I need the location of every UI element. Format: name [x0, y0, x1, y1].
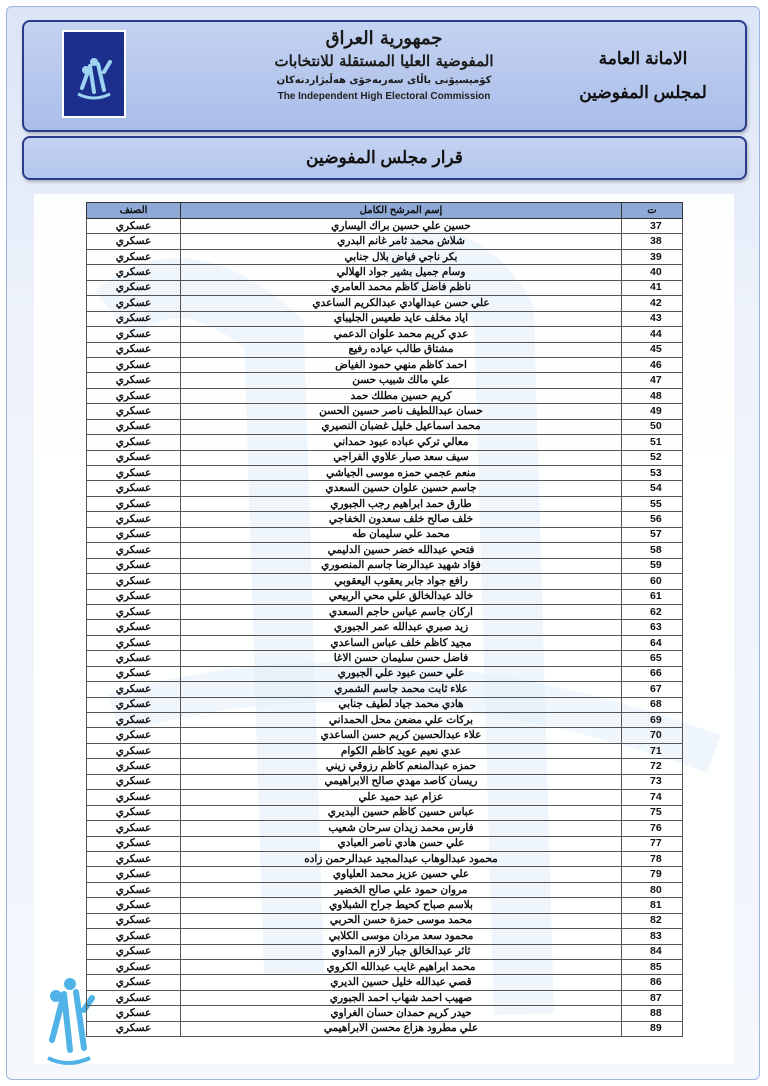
candidate-class: عسكري [87, 882, 181, 897]
candidate-name: صهيب احمد شهاب احمد الجبوري [181, 990, 622, 1005]
candidate-class: عسكري [87, 527, 181, 542]
commission-logo-graphic [64, 32, 124, 116]
row-number: 84 [622, 944, 683, 959]
row-number: 57 [622, 527, 683, 542]
candidate-name: علي مالك شبيب حسن [181, 373, 622, 388]
commission-name-arabic-1: جمهورية العراق [325, 28, 443, 49]
row-number: 65 [622, 651, 683, 666]
candidate-class: عسكري [87, 790, 181, 805]
table-row [87, 280, 683, 295]
candidate-name: قصي عبدالله خليل حسين الديري [181, 975, 622, 990]
row-number: 39 [622, 249, 683, 264]
row-number: 56 [622, 512, 683, 527]
row-number: 79 [622, 867, 683, 882]
candidate-name: معالي تركي عباده عبود حمداني [181, 435, 622, 450]
candidate-class: عسكري [87, 543, 181, 558]
table-row [87, 651, 683, 666]
table-row [87, 960, 683, 975]
candidate-class: عسكري [87, 867, 181, 882]
row-number: 58 [622, 543, 683, 558]
candidate-name: جاسم حسين علوان حسين السعدي [181, 481, 622, 496]
candidate-name: خلف صالح خلف سعدون الخفاجي [181, 512, 622, 527]
candidate-name: رافع جواد جابر يعقوب اليعقوبي [181, 574, 622, 589]
candidate-class: عسكري [87, 419, 181, 434]
candidate-class: عسكري [87, 558, 181, 573]
candidate-class: عسكري [87, 296, 181, 311]
candidate-class: عسكري [87, 898, 181, 913]
candidate-name: علاء ثابت محمد جاسم الشمري [181, 682, 622, 697]
table-row [87, 373, 683, 388]
table-row [87, 466, 683, 481]
table-row [87, 249, 683, 264]
row-number: 64 [622, 635, 683, 650]
candidate-name: بلاسم صباح كحيط جراح الشبلاوي [181, 898, 622, 913]
table-row [87, 805, 683, 820]
row-number: 88 [622, 1006, 683, 1021]
candidate-class: عسكري [87, 604, 181, 619]
row-number: 68 [622, 697, 683, 712]
row-number: 37 [622, 219, 683, 234]
candidate-class: عسكري [87, 342, 181, 357]
row-number: 51 [622, 435, 683, 450]
row-number: 50 [622, 419, 683, 434]
candidate-name: ناظم فاضل كاظم محمد العامري [181, 280, 622, 295]
candidate-class: عسكري [87, 466, 181, 481]
row-number: 49 [622, 404, 683, 419]
row-number: 74 [622, 790, 683, 805]
table-row [87, 357, 683, 372]
row-number: 52 [622, 450, 683, 465]
candidate-name: بركات علي مضعن محل الحمداني [181, 713, 622, 728]
candidate-class: عسكري [87, 327, 181, 342]
table-row [87, 836, 683, 851]
table-row [87, 975, 683, 990]
table-row [87, 666, 683, 681]
row-number: 86 [622, 975, 683, 990]
header-banner [22, 20, 747, 132]
table-row [87, 496, 683, 511]
candidate-name: حمزه عبدالمنعم كاظم رزوقي زيني [181, 759, 622, 774]
candidate-class: عسكري [87, 512, 181, 527]
row-number: 61 [622, 589, 683, 604]
row-number: 59 [622, 558, 683, 573]
table-row [87, 929, 683, 944]
row-number: 70 [622, 728, 683, 743]
candidate-class: عسكري [87, 836, 181, 851]
table-row [87, 1006, 683, 1021]
candidate-name: عزام عبد حميد علي [181, 790, 622, 805]
candidate-class: عسكري [87, 450, 181, 465]
candidate-name: محمد موسى حمزة حسن الحربي [181, 913, 622, 928]
candidate-name: مجيد كاظم خلف عباس الساعدي [181, 635, 622, 650]
candidate-name: علي حسين عزيز محمد العلياوي [181, 867, 622, 882]
table-row [87, 311, 683, 326]
candidate-name: علي حسن هادي ناصر العبادي [181, 836, 622, 851]
candidate-class: عسكري [87, 774, 181, 789]
candidate-class: عسكري [87, 435, 181, 450]
row-number: 60 [622, 574, 683, 589]
table-row [87, 527, 683, 542]
table-row [87, 620, 683, 635]
row-number: 53 [622, 466, 683, 481]
candidate-name: فؤاد شهيد عبدالرضا جاسم المنصوري [181, 558, 622, 573]
candidate-name: فاضل حسن سليمان حسن الاغا [181, 651, 622, 666]
candidate-class: عسكري [87, 960, 181, 975]
candidate-name: هادي محمد جياد لطيف جنابي [181, 697, 622, 712]
table-row [87, 759, 683, 774]
table-row [87, 404, 683, 419]
table-row [87, 851, 683, 866]
row-number: 44 [622, 327, 683, 342]
candidate-name: علي حسن عبود علي الجبوري [181, 666, 622, 681]
table-row [87, 512, 683, 527]
table-row [87, 219, 683, 234]
commission-name-block [264, 28, 504, 128]
candidate-name: محمد علي سليمان طه [181, 527, 622, 542]
candidate-name: محمد ابراهيم غايب عبدالله الكروي [181, 960, 622, 975]
table-row [87, 419, 683, 434]
candidate-class: عسكري [87, 759, 181, 774]
candidates-table [86, 202, 683, 1037]
decision-title: قرار مجلس المفوضين [306, 148, 463, 167]
candidate-class: عسكري [87, 975, 181, 990]
table-row [87, 327, 683, 342]
row-number: 73 [622, 774, 683, 789]
candidate-class: عسكري [87, 651, 181, 666]
table-row [87, 728, 683, 743]
table-row [87, 867, 683, 882]
table-row [87, 882, 683, 897]
column-header-number: ت [622, 203, 683, 219]
candidate-class: عسكري [87, 404, 181, 419]
candidate-name: عباس حسين كاظم حسين البديري [181, 805, 622, 820]
candidate-class: عسكري [87, 851, 181, 866]
table-row [87, 898, 683, 913]
candidate-name: علي حسن عبدالهادي عبدالكريم الساعدي [181, 296, 622, 311]
table-row [87, 682, 683, 697]
secretariat-line-1: الامانة العامة [598, 49, 688, 68]
candidate-class: عسكري [87, 805, 181, 820]
row-number: 85 [622, 960, 683, 975]
row-number: 55 [622, 496, 683, 511]
row-number: 41 [622, 280, 683, 295]
candidate-name: محمود عبدالوهاب عبدالمجيد عبدالرحمن زاده [181, 851, 622, 866]
candidate-name: شلاش محمد ثامر غانم البدري [181, 234, 622, 249]
candidate-class: عسكري [87, 280, 181, 295]
candidate-class: عسكري [87, 219, 181, 234]
row-number: 75 [622, 805, 683, 820]
commission-name-english: The Independent High Electoral Commission [277, 91, 491, 102]
candidate-class: عسكري [87, 357, 181, 372]
candidate-name: خالد عبدالخالق علي محي الربيعي [181, 589, 622, 604]
candidate-name: اياد مخلف عايد طعيس الجليباي [181, 311, 622, 326]
row-number: 80 [622, 882, 683, 897]
column-header-class: الصنف [87, 203, 181, 219]
candidate-name: محمود سعد مردان موسى الكلابي [181, 929, 622, 944]
row-number: 62 [622, 604, 683, 619]
candidate-class: عسكري [87, 1021, 181, 1036]
row-number: 40 [622, 265, 683, 280]
candidate-class: عسكري [87, 913, 181, 928]
row-number: 76 [622, 821, 683, 836]
row-number: 54 [622, 481, 683, 496]
row-number: 45 [622, 342, 683, 357]
row-number: 81 [622, 898, 683, 913]
table-row [87, 543, 683, 558]
candidate-class: عسكري [87, 373, 181, 388]
candidate-name: ريسان كاصد مهدي صالح الابراهيمي [181, 774, 622, 789]
column-header-name: إسم المرشح الكامل [181, 203, 622, 219]
candidate-name: منعم عجمي حمزه موسى الجياشي [181, 466, 622, 481]
row-number: 89 [622, 1021, 683, 1036]
candidate-name: فتحي عبدالله خضر حسين الدليمي [181, 543, 622, 558]
table-body [87, 219, 683, 1037]
table-row [87, 990, 683, 1005]
candidate-class: عسكري [87, 574, 181, 589]
table-row [87, 743, 683, 758]
candidate-name: ثائر عبدالخالق جبار لازم المداوي [181, 944, 622, 959]
candidate-class: عسكري [87, 728, 181, 743]
candidate-name: عدي كريم محمد علوان الدعمي [181, 327, 622, 342]
candidate-name: محمد اسماعيل خليل غضبان النصيري [181, 419, 622, 434]
row-number: 69 [622, 713, 683, 728]
table-row [87, 913, 683, 928]
row-number: 82 [622, 913, 683, 928]
candidate-name: طارق حمد ابراهيم رجب الجبوري [181, 496, 622, 511]
candidate-class: عسكري [87, 743, 181, 758]
table-row [87, 558, 683, 573]
row-number: 77 [622, 836, 683, 851]
candidate-class: عسكري [87, 311, 181, 326]
candidate-class: عسكري [87, 496, 181, 511]
candidate-name: علي مطرود هزاع محسن الابراهيمي [181, 1021, 622, 1036]
table-row [87, 296, 683, 311]
row-number: 67 [622, 682, 683, 697]
candidate-name: حسان عبداللطيف ناصر حسين الحسن [181, 404, 622, 419]
table-row [87, 342, 683, 357]
candidate-class: عسكري [87, 234, 181, 249]
candidate-class: عسكري [87, 481, 181, 496]
secretariat-label [563, 42, 723, 110]
candidate-name: علاء عبدالحسين كريم حسن الساعدي [181, 728, 622, 743]
table-row [87, 481, 683, 496]
table-row [87, 944, 683, 959]
decision-title-banner [22, 136, 747, 180]
table-row [87, 697, 683, 712]
candidate-name: وسام جميل بشير جواد الهلالي [181, 265, 622, 280]
commission-name-kurdish: كۆمیسیۆنی باڵای سەربەخۆی هەڵبژاردنەكان [276, 75, 492, 86]
candidate-class: عسكري [87, 944, 181, 959]
candidate-class: عسكري [87, 249, 181, 264]
candidate-class: عسكري [87, 635, 181, 650]
row-number: 48 [622, 388, 683, 403]
row-number: 38 [622, 234, 683, 249]
table-row [87, 589, 683, 604]
candidate-name: حسين علي حسين براك اليساري [181, 219, 622, 234]
table-row [87, 574, 683, 589]
candidate-class: عسكري [87, 821, 181, 836]
commission-logo-icon [62, 30, 126, 118]
table-row [87, 713, 683, 728]
candidate-name: كريم حسين مطلك حمد [181, 388, 622, 403]
candidate-name: حيدر كريم حمدان حسان الغراوي [181, 1006, 622, 1021]
candidate-class: عسكري [87, 929, 181, 944]
candidate-class: عسكري [87, 620, 181, 635]
row-number: 87 [622, 990, 683, 1005]
table-row [87, 790, 683, 805]
table-row [87, 388, 683, 403]
row-number: 66 [622, 666, 683, 681]
table-header-row [87, 203, 683, 219]
candidate-class: عسكري [87, 990, 181, 1005]
row-number: 42 [622, 296, 683, 311]
table-row [87, 450, 683, 465]
table-row [87, 604, 683, 619]
row-number: 63 [622, 620, 683, 635]
commission-name-arabic-2: المفوضية العليا المستقلة للانتخابات [274, 52, 494, 70]
row-number: 71 [622, 743, 683, 758]
candidate-name: سيف سعد صبار علاوي الفراجي [181, 450, 622, 465]
row-number: 46 [622, 357, 683, 372]
candidate-class: عسكري [87, 682, 181, 697]
candidate-name: عدي نعيم عويد كاظم الكوام [181, 743, 622, 758]
candidate-name: فارس محمد زيدان سرحان شعيب [181, 821, 622, 836]
candidate-class: عسكري [87, 1006, 181, 1021]
table-row [87, 821, 683, 836]
table-row [87, 1021, 683, 1036]
table-row [87, 265, 683, 280]
table-row [87, 435, 683, 450]
row-number: 47 [622, 373, 683, 388]
candidate-name: بكر ناجي فياض بلال جنابي [181, 249, 622, 264]
table-row [87, 635, 683, 650]
row-number: 43 [622, 311, 683, 326]
candidate-name: مشتاق طالب عياده رفيع [181, 342, 622, 357]
candidate-class: عسكري [87, 666, 181, 681]
table-row [87, 774, 683, 789]
candidate-name: زيد صبري عبدالله عمر الجبوري [181, 620, 622, 635]
candidate-class: عسكري [87, 265, 181, 280]
secretariat-line-2: لمجلس المفوضين [579, 83, 707, 102]
candidate-class: عسكري [87, 589, 181, 604]
candidate-class: عسكري [87, 697, 181, 712]
row-number: 83 [622, 929, 683, 944]
candidate-name: اركان جاسم عباس حاجم السعدي [181, 604, 622, 619]
candidate-name: احمد كاظم منهي حمود الفياض [181, 357, 622, 372]
candidate-class: عسكري [87, 713, 181, 728]
row-number: 78 [622, 851, 683, 866]
table-row [87, 234, 683, 249]
candidate-class: عسكري [87, 388, 181, 403]
candidate-name: مروان حمود علي صالح الخضير [181, 882, 622, 897]
row-number: 72 [622, 759, 683, 774]
